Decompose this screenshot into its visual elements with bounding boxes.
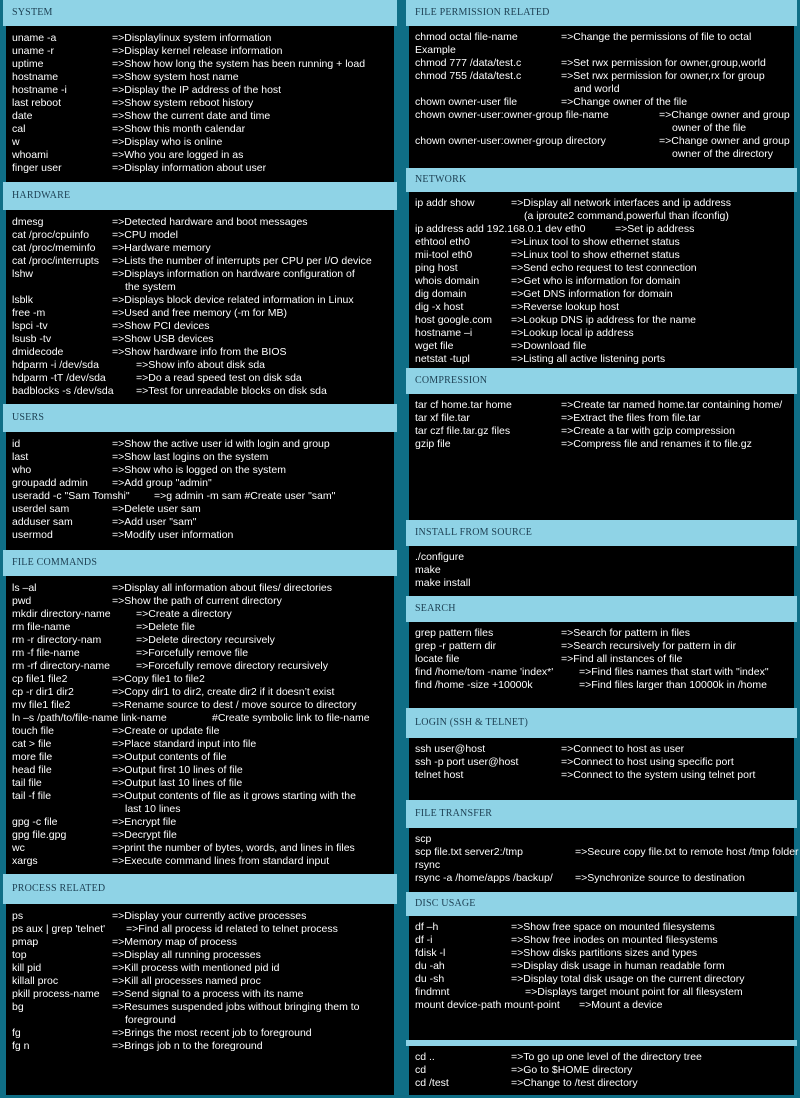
section-title: SYSTEM (12, 7, 53, 18)
command-text: locate file (415, 653, 460, 665)
command-text: fg n (12, 1040, 30, 1052)
command-description: =>Set ip address (615, 223, 695, 235)
section-header-disc-usage (406, 892, 797, 916)
section-title: DISC USAGE (415, 898, 476, 909)
command-text: mount device-path mount-point (415, 999, 560, 1011)
command-text: rm -r directory-nam (12, 634, 102, 646)
command-description: =>Place standard input into file (112, 738, 257, 750)
section-header-file-commands (3, 550, 397, 576)
command-description: =>Resumes suspended jobs without bringing them to (112, 1001, 360, 1013)
command-text: hostname –i (415, 327, 473, 339)
command-text: ps aux | grep 'telnet' (12, 923, 106, 935)
command-description: =>Display kernel release information (112, 45, 283, 57)
command-text: cat > file (12, 738, 52, 750)
command-text: dig -x host (415, 301, 464, 313)
command-description: =>Show free space on mounted filesystems (511, 921, 715, 933)
command-description: =>Output first 10 lines of file (112, 764, 243, 776)
command-description: =>Rename source to dest / move source to directory (112, 699, 357, 711)
command-description: =>Execute command lines from standard input (112, 855, 330, 867)
command-text: rm file-name (12, 621, 71, 633)
section-box-extra (409, 1046, 794, 1095)
command-text: ip addr show (415, 197, 475, 209)
section-header-compression (406, 368, 797, 394)
command-description: =>Used and free memory (-m for MB) (112, 307, 288, 319)
command-description: =>Show hardware info from the BIOS (112, 346, 287, 358)
command-description: =>Display the IP address of the host (112, 84, 282, 96)
command-text: du -ah (415, 960, 445, 972)
command-description-continuation: owner of the file (672, 122, 747, 134)
command-description: =>Show system reboot history (112, 97, 254, 109)
section-box-login-ssh-telnet (409, 738, 794, 800)
section-header-process-related (3, 874, 397, 904)
command-description: =>Show disks partitions sizes and types (511, 947, 698, 959)
command-description: =>Show info about disk sda (136, 359, 266, 371)
command-description: =>Show who is logged on the system (112, 464, 286, 476)
command-description: =>Create or update file (112, 725, 220, 737)
command-description: =>print the number of bytes, words, and lines in files (112, 842, 355, 854)
command-text: rm -rf directory-name (12, 660, 111, 672)
command-description: =>Get who is information for domain (511, 275, 681, 287)
command-description: =>Secure copy file.txt to remote host /tmp folder (575, 846, 799, 858)
command-description: =>Memory map of process (112, 936, 237, 948)
section-box-users (6, 432, 394, 550)
command-description: =>Extract the files from file.tar (561, 412, 701, 424)
command-description: =>To go up one level of the directory tree (511, 1051, 702, 1063)
command-text: make (415, 564, 441, 576)
command-text: ps (12, 910, 24, 922)
section-box-search (409, 622, 794, 708)
command-text: last reboot (12, 97, 62, 109)
section-title: FILE COMMANDS (12, 557, 98, 568)
command-text: bg (12, 1001, 24, 1013)
command-text: kill pid (12, 962, 42, 974)
command-text: cd (415, 1064, 427, 1076)
section-box-install-from-source (409, 546, 794, 596)
command-text: mv file1 file2 (12, 699, 71, 711)
command-description: =>Go to $HOME directory (511, 1064, 633, 1076)
command-description: =>Search recursively for pattern in dir (561, 640, 737, 652)
section-box-file-permission-related (409, 26, 794, 168)
command-text: grep pattern files (415, 627, 494, 639)
command-description: =>Brings the most recent job to foreground (112, 1027, 312, 1039)
section-box-system (6, 26, 394, 182)
command-text: fg (12, 1027, 21, 1039)
command-text: hdparm -tT /dev/sda (12, 372, 106, 384)
command-text: cp file1 file2 (12, 673, 68, 685)
command-description: =>Find files names that start with "index" (579, 666, 769, 678)
section-box-disc-usage (409, 916, 794, 1040)
command-description: =>Create a tar with gzip compression (561, 425, 735, 437)
command-text: free -m (12, 307, 46, 319)
command-description: =>Modify user information (112, 529, 234, 541)
command-description: =>Brings job n to the foreground (112, 1040, 263, 1052)
command-description: =>Kill all processes named proc (112, 975, 261, 987)
command-text: gpg file.gpg (12, 829, 67, 841)
command-description: =>Change the permissions of file to octal (561, 31, 752, 43)
command-description: =>Do a read speed test on disk sda (136, 372, 302, 384)
command-description: =>Show free inodes on mounted filesystems (511, 934, 718, 946)
command-text: badblocks -s /dev/sda (12, 385, 114, 397)
command-text: useradd -c "Sam Tomshi" (12, 490, 130, 502)
command-description-continuation: foreground (125, 1014, 176, 1026)
command-text: gzip file (415, 438, 451, 450)
command-description: =>Connect to host using specific port (561, 756, 734, 768)
command-description: =>Show this month calendar (112, 123, 246, 135)
command-text: mii-tool eth0 (415, 249, 473, 261)
section-title: PROCESS RELATED (12, 883, 106, 894)
command-text: hdparm -i /dev/sda (12, 359, 99, 371)
command-description: =>Forcefully remove file (136, 647, 249, 659)
command-text: last (12, 451, 29, 463)
command-description: =>Change owner of the file (561, 96, 688, 108)
command-description: =>Test for unreadable blocks on disk sda (136, 385, 327, 397)
command-description: =>Output contents of file as it grows starting with the (112, 790, 356, 802)
command-description: =>Change owner and group (659, 135, 790, 147)
command-text: host google.com (415, 314, 493, 326)
command-description: =>Show the current date and time (112, 110, 271, 122)
command-text: wget file (415, 340, 454, 352)
command-description: =>Send echo request to test connection (511, 262, 697, 274)
command-text: ping host (415, 262, 458, 274)
command-description: =>Show last logins on the system (112, 451, 269, 463)
command-description: =>Delete file (136, 621, 195, 633)
command-text: w (12, 136, 20, 148)
command-text: tail -f file (12, 790, 52, 802)
command-text: finger user (12, 162, 62, 174)
command-text: whois domain (415, 275, 480, 287)
command-description: =>Display all running processes (112, 949, 261, 961)
command-description: =>Display disk usage in human readable form (511, 960, 725, 972)
command-text: find /home/tom -name 'index*' (415, 666, 554, 678)
command-text: pwd (12, 595, 32, 607)
command-text: head file (12, 764, 52, 776)
command-description: =>Lookup DNS ip address for the name (511, 314, 697, 326)
command-description: =>Synchronize source to destination (575, 872, 745, 884)
section-title: LOGIN (SSH & TELNET) (415, 717, 528, 728)
command-text: adduser sam (12, 516, 73, 528)
command-text: netstat -tupl (415, 353, 470, 365)
command-description: =>Copy file1 to file2 (112, 673, 205, 685)
command-text: hostname (12, 71, 59, 83)
section-header-search (406, 596, 797, 622)
command-description: =>Display who is online (112, 136, 223, 148)
command-text: wc (12, 842, 25, 854)
command-text: top (12, 949, 27, 961)
command-text: cd /test (415, 1077, 449, 1089)
command-text: ssh -p port user@host (415, 756, 519, 768)
command-description: =>Display information about user (112, 162, 267, 174)
section-box-hardware (6, 210, 394, 404)
section-header-file-permission-related (406, 0, 797, 26)
command-description: =>Output contents of file (112, 751, 227, 763)
command-text: chown owner-user:owner-group file-name (415, 109, 609, 121)
command-text: cat /proc/cpuinfo (12, 229, 90, 241)
command-text: more file (12, 751, 53, 763)
command-description: =>Linux tool to show ethernet status (511, 236, 680, 248)
section-header-users (3, 404, 397, 432)
command-description: =>Kill process with mentioned pid id (112, 962, 280, 974)
command-text: uname -a (12, 32, 57, 44)
command-description-continuation: the system (125, 281, 176, 293)
section-title: USERS (12, 412, 45, 423)
command-text: chown owner-user file (415, 96, 518, 108)
command-description: =>Find all process id related to telnet process (126, 923, 338, 935)
command-text: ethtool eth0 (415, 236, 470, 248)
command-text: uptime (12, 58, 44, 70)
command-description: =>Display total disk usage on the current directory (511, 973, 745, 985)
command-text: du -sh (415, 973, 445, 985)
command-description: =>Linux tool to show ethernet status (511, 249, 680, 261)
command-description: =>Mount a device (579, 999, 663, 1011)
command-text: rsync (415, 859, 441, 871)
command-description: =>Displays information on hardware configuration of (112, 268, 355, 280)
command-text: tar cf home.tar home (415, 399, 512, 411)
command-text: cal (12, 123, 26, 135)
command-text: uname -r (12, 45, 55, 57)
command-text: chmod 755 /data/test.c (415, 70, 522, 82)
command-description: =>Set rwx permission for owner,rx for group (561, 70, 765, 82)
command-text: cat /proc/interrupts (12, 255, 99, 267)
command-text: groupadd admin (12, 477, 88, 489)
section-header-hardware (3, 182, 397, 210)
command-description-continuation: and world (574, 83, 620, 95)
command-description: =>Show the active user id with login and group (112, 438, 330, 450)
command-text: ls –al (12, 582, 37, 594)
command-description: =>Search for pattern in files (561, 627, 690, 639)
command-description: =>Compress file and renames it to file.gz (561, 438, 752, 450)
command-text: cd .. (415, 1051, 435, 1063)
command-description: =>Create tar named home.tar containing home/ (561, 399, 783, 411)
command-description: =>Create a directory (136, 608, 232, 620)
command-text: mkdir directory-name (12, 608, 111, 620)
command-description: =>Show how long the system has been running + load (112, 58, 366, 70)
command-description: =>Delete directory recursively (136, 634, 275, 646)
command-text: scp (415, 833, 432, 845)
command-text: gpg -c file (12, 816, 58, 828)
command-description: =>Lookup local ip address (511, 327, 634, 339)
command-description: =>Change to /test directory (511, 1077, 638, 1089)
command-description: =>Decrypt file (112, 829, 177, 841)
section-header-system (3, 0, 397, 26)
section-title: HARDWARE (12, 190, 71, 201)
section-box-network (409, 192, 794, 368)
command-text: ln –s /path/to/file-name link-name (12, 712, 167, 724)
command-description: #Create symbolic link to file-name (212, 712, 370, 724)
section-title: FILE TRANSFER (415, 808, 493, 819)
command-description: =>Send signal to a process with its name (112, 988, 304, 1000)
section-title: SEARCH (415, 603, 456, 614)
command-description: =>Displays target mount point for all filesystem (525, 986, 743, 998)
command-text: rm -f file-name (12, 647, 80, 659)
command-text: ./configure (415, 551, 465, 563)
command-text: telnet host (415, 769, 464, 781)
command-text: lsusb -tv (12, 333, 52, 345)
command-text: lsblk (12, 294, 34, 306)
command-description: =>Add user "sam" (112, 516, 197, 528)
section-header-install-from-source (406, 520, 797, 546)
command-text: chown owner-user:owner-group directory (415, 135, 606, 147)
section-title: COMPRESSION (415, 375, 488, 386)
section-box-file-transfer (409, 828, 799, 892)
command-text: tar czf file.tar.gz files (415, 425, 511, 437)
command-description: =>Connect to host as user (561, 743, 685, 755)
command-text: cat /proc/meminfo (12, 242, 96, 254)
section-title: INSTALL FROM SOURCE (415, 527, 533, 538)
command-text: findmnt (415, 986, 450, 998)
command-text: chmod octal file-name (415, 31, 518, 43)
command-description: =>Display all information about files/ directories (112, 582, 333, 594)
command-text: ip address add 192.168.0.1 dev eth0 (415, 223, 586, 235)
command-description: =>Get DNS information for domain (511, 288, 673, 300)
command-text: Example (415, 44, 456, 56)
command-description: =>Detected hardware and boot messages (112, 216, 308, 228)
command-description: =>CPU model (112, 229, 178, 241)
command-text: usermod (12, 529, 53, 541)
command-text: make install (415, 577, 471, 589)
command-text: who (12, 464, 32, 476)
command-text: dmesg (12, 216, 44, 228)
command-text: pkill process-name (12, 988, 100, 1000)
command-description: =>Display all network interfaces and ip address (511, 197, 732, 209)
command-text: tail file (12, 777, 42, 789)
command-text: df -i (415, 934, 433, 946)
command-text: find /home -size +10000k (415, 679, 533, 691)
command-text: pmap (12, 936, 39, 948)
command-description: =>Output last 10 lines of file (112, 777, 243, 789)
command-description: =>Copy dir1 to dir2, create dir2 if it doesn’t exist (112, 686, 335, 698)
command-description: =>Forcefully remove directory recursively (136, 660, 328, 672)
command-text: touch file (12, 725, 55, 737)
command-text: grep -r pattern dir (415, 640, 497, 652)
command-description: =>Displays block device related information in Linux (112, 294, 354, 306)
command-description: =>Show the path of current directory (112, 595, 282, 607)
command-description: =>Find files larger than 10000k in /home (579, 679, 767, 691)
command-text: chmod 777 /data/test.c (415, 57, 522, 69)
command-text: whoami (12, 149, 49, 161)
command-text: xargs (12, 855, 38, 867)
command-description: =>g admin -m sam #Create user "sam" (154, 490, 336, 502)
command-description-continuation: last 10 lines (125, 803, 181, 815)
command-description: =>Change owner and group (659, 109, 790, 121)
command-description: =>Connect to the system using telnet port (561, 769, 756, 781)
command-text: killall proc (12, 975, 59, 987)
command-description: =>Hardware memory (112, 242, 211, 254)
command-text: tar xf file.tar (415, 412, 470, 424)
command-description: =>Show system host name (112, 71, 239, 83)
command-description: =>Find all instances of file (561, 653, 683, 665)
command-text: userdel sam (12, 503, 70, 515)
command-description: =>Who you are logged in as (112, 149, 244, 161)
command-description-continuation: (a iproute2 command,powerful than ifconfig) (524, 210, 729, 222)
command-description: =>Delete user sam (112, 503, 201, 515)
command-text: df –h (415, 921, 439, 933)
command-description: =>Add group "admin" (112, 477, 212, 489)
command-description-continuation: owner of the directory (672, 148, 773, 160)
section-title: FILE PERMISSION RELATED (415, 7, 550, 18)
command-text: dmidecode (12, 346, 64, 358)
command-text: cp -r dir1 dir2 (12, 686, 74, 698)
command-description: =>Show USB devices (112, 333, 214, 345)
command-description: =>Listing all active listening ports (511, 353, 666, 365)
command-description: =>Displaylinux system information (112, 32, 272, 44)
command-text: scp file.txt server2:/tmp (415, 846, 523, 858)
command-text: ssh user@host (415, 743, 486, 755)
command-text: id (12, 438, 21, 450)
command-description: =>Download file (511, 340, 587, 352)
section-header-file-transfer (406, 800, 797, 828)
command-text: rsync -a /home/apps /backup/ (415, 872, 553, 884)
section-header-login-ssh-telnet (406, 708, 797, 738)
section-box-process-related (6, 904, 394, 1095)
command-text: lspci -tv (12, 320, 48, 332)
command-text: fdisk -l (415, 947, 446, 959)
command-description: =>Show PCI devices (112, 320, 210, 332)
section-title: NETWORK (415, 174, 467, 185)
section-box-file-commands (6, 576, 394, 874)
section-header-network (406, 168, 797, 192)
command-description: =>Set rwx permission for owner,group,world (561, 57, 766, 69)
command-text: lshw (12, 268, 34, 280)
command-description: =>Encrypt file (112, 816, 177, 828)
command-text: hostname -i (12, 84, 67, 96)
command-text: date (12, 110, 33, 122)
command-text: dig domain (415, 288, 467, 300)
command-description: =>Display your currently active processes (112, 910, 307, 922)
command-description: =>Reverse lookup host (511, 301, 619, 313)
command-description: =>Lists the number of interrupts per CPU per I/O device (112, 255, 372, 267)
section-box-compression (409, 394, 794, 520)
